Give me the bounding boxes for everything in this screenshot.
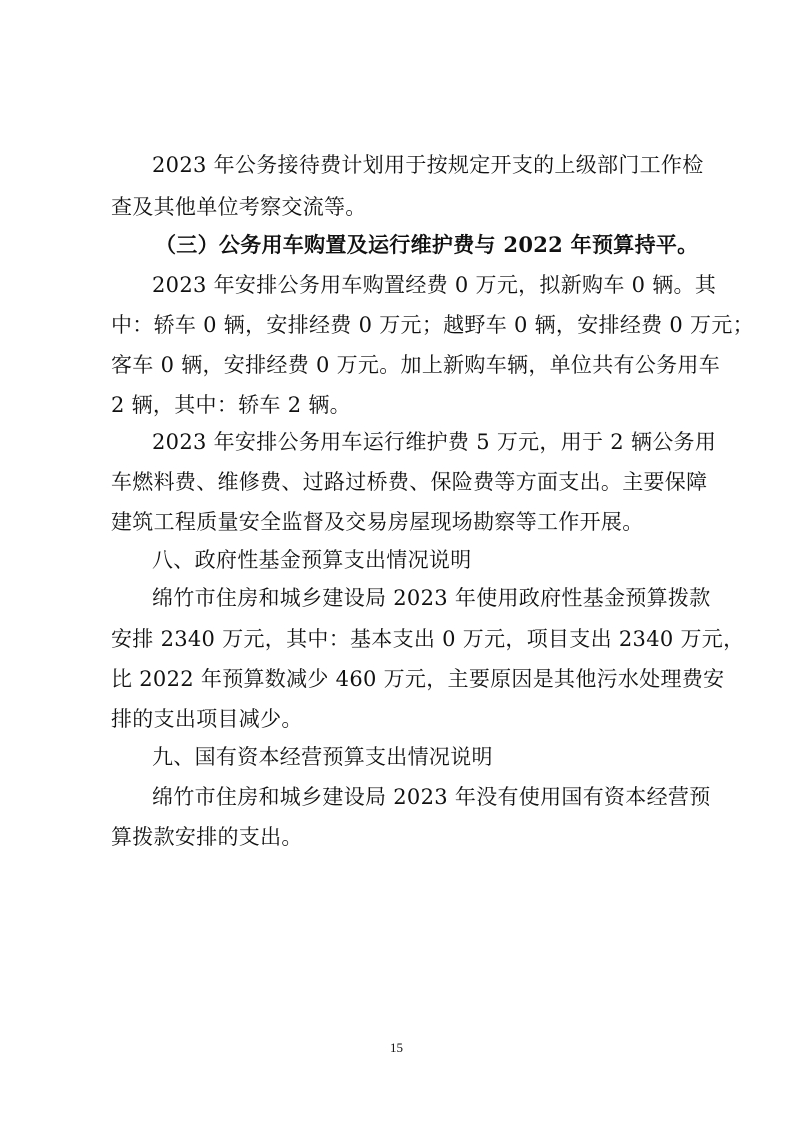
section-heading: 九、国有资本经营预算支出情况说明: [152, 745, 493, 769]
paragraph-line: 绵竹市住房和城乡建设局 2023 年使用政府性基金预算拨款: [152, 586, 711, 610]
paragraph-line: 2023 年公务接待费计划用于按规定开支的上级部门工作检: [152, 153, 704, 177]
paragraph-line: 安排 2340 万元，其中：基本支出 0 万元，项目支出 2340 万元，: [111, 627, 745, 651]
paragraph-line: 比 2022 年预算数减少 460 万元，主要原因是其他污水处理费安: [111, 667, 725, 691]
paragraph-line: 建筑工程质量安全监督及交易房屋现场勘察等工作开展。: [111, 510, 644, 534]
paragraph-line: 2023 年安排公务用车购置经费 0 万元，拟新购车 0 辆。其: [152, 273, 717, 297]
paragraph-line: 算拨款安排的支出。: [111, 825, 303, 849]
section-heading: （三）公务用车购置及运行维护费与 2022 年预算持平。: [155, 232, 699, 257]
paragraph-line: 绵竹市住房和城乡建设局 2023 年没有使用国有资本经营预: [152, 785, 711, 809]
paragraph-line: 车燃料费、维修费、过路过桥费、保险费等方面支出。主要保障: [111, 470, 708, 494]
paragraph-line: 排的支出项目减少。: [111, 707, 303, 731]
paragraph-line: 2 辆，其中：轿车 2 辆。: [111, 393, 351, 417]
paragraph-line: 客车 0 辆，安排经费 0 万元。加上新购车辆，单位共有公务用车: [111, 353, 721, 377]
paragraph-line: 查及其他单位考察交流等。: [111, 195, 367, 219]
section-heading: 八、政府性基金预算支出情况说明: [152, 548, 472, 572]
page-number: 15: [390, 1040, 403, 1055]
paragraph-line: 中：轿车 0 辆，安排经费 0 万元；越野车 0 辆，安排经费 0 万元；: [111, 313, 754, 337]
paragraph-line: 2023 年安排公务用车运行维护费 5 万元，用于 2 辆公务用: [152, 430, 717, 454]
